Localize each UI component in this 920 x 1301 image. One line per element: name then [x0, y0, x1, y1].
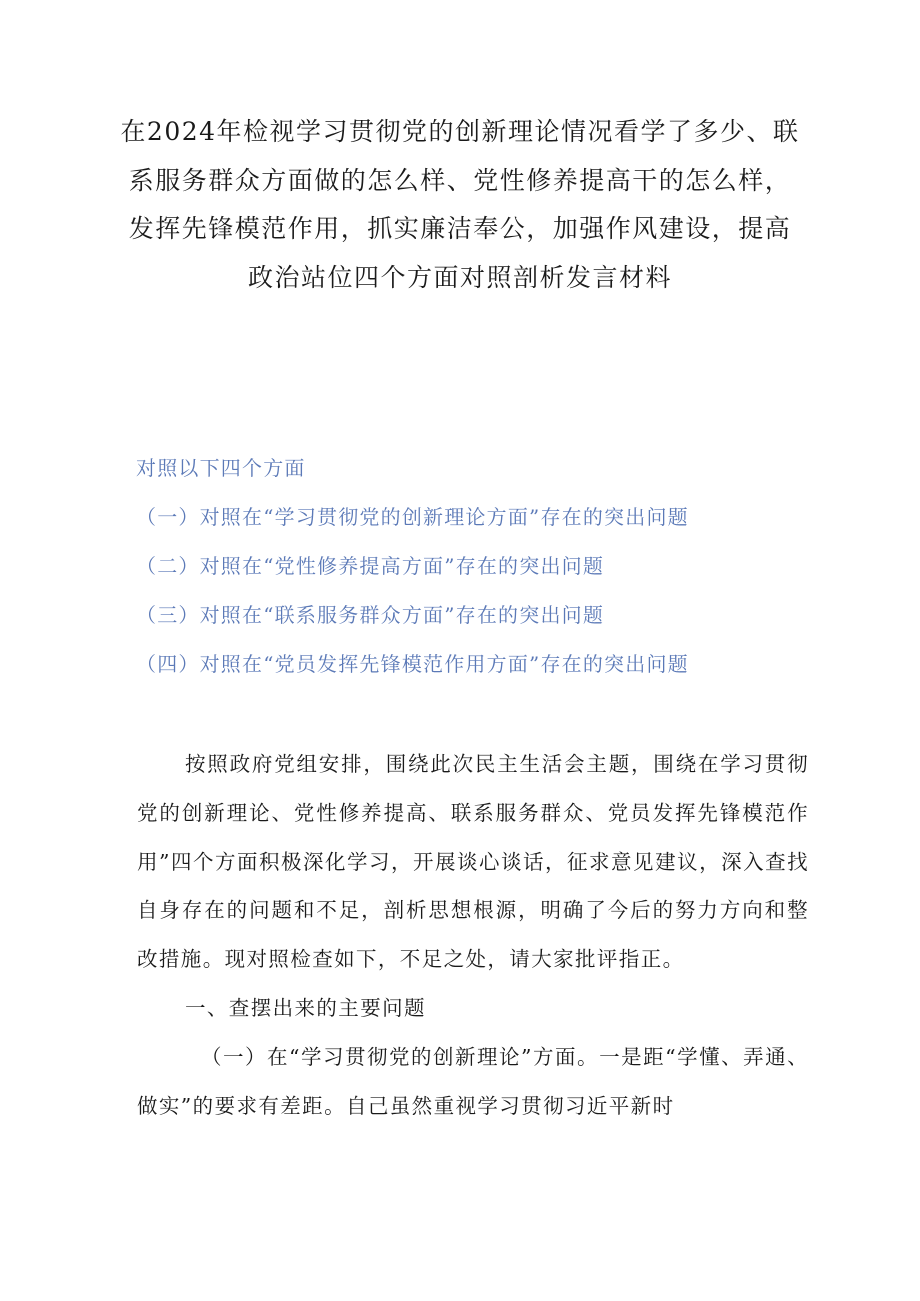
toc-heading: 对照以下四个方面 — [136, 456, 306, 480]
section-paragraph: （一）在“学习贯彻党的创新理论”方面。一是距“学懂、弄通、做实”的要求有差距。自己虽然重视学习贯彻习近平新时 — [137, 1044, 809, 1118]
toc-item-2: （二）对照在“党性修养提高方面”存在的突出问题 — [136, 554, 605, 578]
toc-item-1: （一）对照在“学习贯彻党的创新理论方面”存在的突出问题 — [136, 505, 689, 529]
toc-section — [136, 452, 836, 697]
section-heading: 一、查摆出来的主要问题 — [185, 995, 426, 1020]
document-body — [137, 740, 809, 1130]
toc-item-4: （四）对照在“党员发挥先锋模范作用方面”存在的突出问题 — [136, 652, 689, 676]
toc-item-3: （三）对照在“联系服务群众方面”存在的突出问题 — [136, 603, 605, 627]
document-title: 在2024年检视学习贯彻党的创新理论情况看学了多少、联系服务群众方面做的怎么样、党性修养提高干的怎么样，发挥先锋模范作用，抓实廉洁奉公，加强作风建设，提高政治站位四个方面对照剖析发言材料 — [120, 117, 800, 292]
intro-paragraph: 按照政府党组安排，围绕此次民主生活会主题，围绕在学习贯彻党的创新理论、党性修养提高、联系服务群众、党员发挥先锋模范作用”四个方面积极深化学习，开展谈心谈话，征求意见建议，深入查找自身存在的问题和不足，剖析思想根源，明确了今后的努力方向和整改措施。现对照检查如下，不足之处，请大家批评指正。 — [137, 752, 809, 972]
